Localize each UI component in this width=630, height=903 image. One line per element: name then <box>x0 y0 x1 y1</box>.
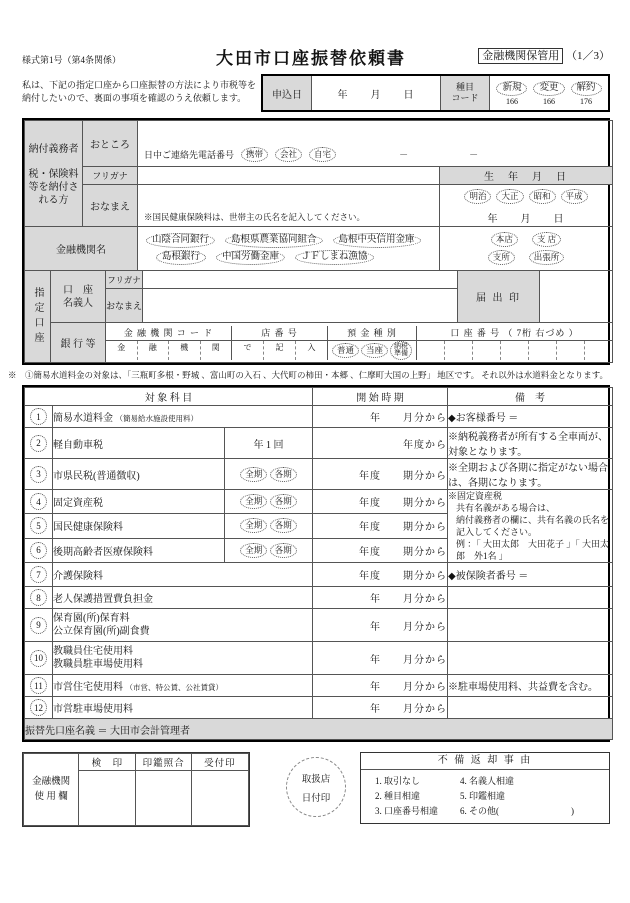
bank-option-oval[interactable]: 島根県農業協同組合 <box>225 233 323 248</box>
check-seal-field[interactable] <box>79 771 136 826</box>
bank-code-header: 金 融 機 関 コ ー ド <box>106 326 231 341</box>
account-digit-cell[interactable] <box>444 341 472 360</box>
branch-shisho-oval[interactable]: 支所 <box>488 250 515 265</box>
item-remark: ◆被保険者番号 ＝ <box>448 563 613 587</box>
account-number-cells[interactable] <box>417 341 612 360</box>
reject-right-list <box>460 775 574 817</box>
name-field[interactable] <box>138 185 440 227</box>
fixed-asset-remark: ※固定資産税 共有名義がある場合は、 納付義務者の欄に、共有名義の氏名を記入してください。 例 ：「 大田太郎 大田花子 」「 大田太郎 外1名 」 <box>448 490 613 563</box>
phone-label: 日中ご連絡先電話番号 <box>144 150 235 160</box>
birthdate-header: 生 年 月 日 <box>440 167 613 185</box>
holder-name-label: おなまえ <box>106 289 143 323</box>
seal-verify-field[interactable] <box>136 771 191 826</box>
zenki-oval[interactable]: 全期 <box>240 518 267 533</box>
item-row-9 <box>25 609 613 642</box>
item-number[interactable]: 11 <box>30 677 47 694</box>
start-field[interactable]: 年度 期分から <box>313 490 448 514</box>
item-name: 簡易水道料金 （簡易給水施設使用料） <box>53 406 313 428</box>
bank-code-cell[interactable]: 融 <box>137 341 169 360</box>
item-number[interactable]: 8 <box>30 589 47 606</box>
bank-options <box>138 227 440 271</box>
item-number[interactable]: 12 <box>30 699 47 716</box>
payer-role-label: 納付義務者 税・保険料等を納付される方 <box>25 121 83 227</box>
item-number[interactable]: 5 <box>30 517 47 534</box>
phone-dash: － <box>469 150 479 160</box>
name-label: おなまえ <box>83 185 138 227</box>
item-number[interactable]: 4 <box>30 493 47 510</box>
furigana-label: フリガナ <box>83 167 138 185</box>
account-digit-cell[interactable] <box>584 341 612 360</box>
form-header <box>22 44 610 72</box>
account-digit-cell[interactable] <box>472 341 500 360</box>
item-name: 固定資産税 <box>53 490 225 514</box>
era-options <box>440 189 612 204</box>
reject-reasons-box <box>360 752 610 824</box>
bank-option-oval[interactable]: ＪＦしまね漁協 <box>295 250 374 265</box>
zenki-oval[interactable]: 全期 <box>240 467 267 482</box>
era-heisei-oval[interactable]: 平成 <box>561 189 588 204</box>
start-field[interactable]: 年 月分から <box>313 587 448 609</box>
branch-number-header: 店 番 号 <box>232 326 327 341</box>
account-digit-cell[interactable] <box>500 341 528 360</box>
new-code: 166 <box>505 96 518 106</box>
kakuki-oval[interactable]: 各期 <box>270 518 297 533</box>
branch-honten-oval[interactable]: 本店 <box>491 232 518 247</box>
address-field[interactable] <box>138 121 613 167</box>
kakuki-oval[interactable]: 各期 <box>270 543 297 558</box>
type-nozei-junbi-oval[interactable]: 納税 準備 <box>390 341 412 360</box>
birth-ymd: 年 月 日 <box>487 213 565 225</box>
deposit-type-section <box>327 326 416 360</box>
branch-row-2 <box>440 250 612 265</box>
item-number[interactable]: 9 <box>30 617 47 634</box>
phone-line <box>138 147 612 166</box>
item-row-8 <box>25 587 613 609</box>
item-row-7 <box>25 563 613 587</box>
bank-use-box <box>22 752 250 827</box>
furigana-field[interactable] <box>138 167 440 185</box>
zenki-oval[interactable]: 全期 <box>240 494 267 509</box>
item-row-10 <box>25 642 613 675</box>
bank-line-1 <box>146 233 439 248</box>
bank-line-2 <box>146 250 439 265</box>
bank-option-oval[interactable]: 島根銀行 <box>156 250 206 265</box>
item-remark: ◆お客様番号 ＝ <box>448 406 613 428</box>
water-fee-note: ※ ①簡易水道料金の対象は、「三瓶町多根・野城 、富山町の入石 、大代町の柿田・本郷 、仁摩町大国の上野」 地区です。 それ以外は水道料金となります。 <box>8 370 609 380</box>
item-remark <box>448 642 613 675</box>
transfer-account-holder: 振替先口座名義 ＝ 大田市会計管理者 <box>25 719 613 740</box>
branch-number-cell[interactable]: で <box>243 342 252 352</box>
seal-verify-header: 印鑑照合 <box>136 754 191 771</box>
start-field[interactable]: 年 月分から <box>313 642 448 675</box>
keep-label: 金融機関保管用 <box>478 48 563 64</box>
item-name: 後期高齢者医療保険料 <box>53 538 225 562</box>
apply-date-label: 申込日 <box>263 76 311 110</box>
item-remark: ※駐車場使用料、共益費を含む。 <box>448 675 613 697</box>
account-number-section <box>416 326 612 360</box>
item-name: 市営住宅使用料 （市営、特公賃、公社賃貸） <box>53 675 313 697</box>
keep-label-wrap <box>450 44 610 63</box>
kakuki-oval[interactable]: 各期 <box>270 494 297 509</box>
era-showa-oval[interactable]: 昭和 <box>529 189 556 204</box>
items-table <box>24 387 613 740</box>
holder-name-field[interactable] <box>143 289 458 323</box>
start-header: 開 始 時 期 <box>313 388 448 406</box>
change-oval[interactable]: 変更 <box>533 81 564 96</box>
branch-number-cell[interactable]: 記 <box>263 341 295 360</box>
item-number[interactable]: 2 <box>30 435 47 452</box>
reject-title: 不 備 返 却 事 由 <box>361 753 609 770</box>
item-remark <box>448 697 613 719</box>
item-row-1 <box>25 406 613 428</box>
designated-account-label: 指定口座 <box>25 271 51 363</box>
zenki-oval[interactable]: 全期 <box>240 543 267 558</box>
branch-options <box>440 227 613 271</box>
apply-type-options <box>489 76 608 110</box>
account-digit-cell[interactable] <box>417 341 444 360</box>
payer-table <box>24 120 613 271</box>
check-seal-header: 検 印 <box>79 754 136 771</box>
cancel-oval[interactable]: 解約 <box>571 81 602 96</box>
item-remark <box>448 587 613 609</box>
start-field[interactable]: 年度 期分から <box>313 514 448 538</box>
bank-option-oval[interactable]: 山陰合同銀行 <box>146 233 215 248</box>
account-number-header: 口 座 番 号 （ 7桁 右づめ ） <box>417 326 612 341</box>
deposit-type-header: 預 金 種 別 <box>328 326 416 341</box>
bank-code-cell[interactable]: 関 <box>200 341 232 360</box>
item-row-3 <box>25 459 613 490</box>
apply-date-table <box>261 74 610 112</box>
bank-option-oval[interactable]: 島根中央信用金庫 <box>333 233 421 248</box>
reject-item: 1. 取引なし <box>375 776 421 786</box>
payer-account-section <box>22 118 610 365</box>
item-name: 国民健康保険料 <box>53 514 225 538</box>
apply-type-new[interactable] <box>496 81 527 106</box>
item-name: 市県民税(普通徴収) <box>53 459 225 490</box>
items-section <box>22 385 610 742</box>
seal-label: 届 出 印 <box>458 271 540 323</box>
bank-code-cells[interactable] <box>106 341 231 360</box>
branch-shutchojo-oval[interactable]: 出張所 <box>529 250 565 265</box>
item-row-4 <box>25 490 613 514</box>
reject-item: 2. 種目相違 <box>375 791 421 801</box>
start-field[interactable]: 年度 期分から <box>313 538 448 562</box>
start-field[interactable]: 年 月分から <box>313 609 448 642</box>
apply-type-change[interactable] <box>533 81 564 106</box>
new-oval[interactable]: 新規 <box>496 81 527 96</box>
handling-branch-stamp[interactable]: 取扱店 日付印 <box>286 757 346 817</box>
branch-number-section <box>231 326 327 360</box>
reject-item: 3. 口座番号相違 <box>375 806 439 816</box>
account-digit-cell[interactable] <box>556 341 584 360</box>
page-number: （1／3） <box>566 50 610 62</box>
kakuki-oval[interactable]: 各期 <box>270 467 297 482</box>
item-number[interactable]: 1 <box>30 408 47 425</box>
bottom-section <box>22 752 610 827</box>
item-name: 介護保険料 <box>53 563 313 587</box>
account-table <box>24 270 613 363</box>
remark-header: 備 考 <box>448 388 613 406</box>
item-number[interactable]: 6 <box>30 542 47 559</box>
item-frequency: 年 1 回 <box>225 428 313 459</box>
item-number[interactable]: 10 <box>30 650 47 667</box>
phone-work-oval[interactable]: 会社 <box>275 147 302 162</box>
item-remark: ※全期および各期に指定がない場合は、各期になります。 <box>448 459 613 490</box>
account-digit-cell[interactable] <box>528 341 556 360</box>
bank-etc-label: 銀 行 等 <box>51 323 106 363</box>
type-toza-oval[interactable]: 当座 <box>361 343 388 358</box>
bank-code-cell[interactable]: 金 <box>117 342 126 352</box>
start-field[interactable]: 年 月分から <box>313 697 448 719</box>
bank-name-label: 金融機関名 <box>25 227 138 271</box>
reject-item: 5. 印鑑相違 <box>460 791 506 801</box>
start-field[interactable]: 年 月分から <box>313 675 448 697</box>
page-title: 大田市口座振替依頼書 <box>216 49 406 68</box>
type-futsu-oval[interactable]: 普通 <box>332 343 359 358</box>
birthdate-field[interactable] <box>440 185 613 227</box>
subject-header: 対 象 科 目 <box>25 388 313 406</box>
phone-mobile-oval[interactable]: 携帯 <box>241 147 268 162</box>
bank-code-cell[interactable]: 機 <box>168 341 200 360</box>
form-number: 様式第1号（第4条関係） <box>22 55 122 65</box>
era-taisho-oval[interactable]: 大正 <box>496 189 523 204</box>
branch-shiten-oval[interactable]: 支 店 <box>532 232 561 247</box>
item-remark <box>448 609 613 642</box>
item-name: 老人保護措置費負担金 <box>53 587 313 609</box>
receipt-seal-header: 受付印 <box>191 754 248 771</box>
item-row-2 <box>25 428 613 459</box>
phone-dash: － <box>399 150 409 160</box>
apply-type-cancel[interactable] <box>571 81 602 106</box>
bank-code-section <box>106 326 231 360</box>
account-holder-label: 口 座 名義人 <box>51 271 106 323</box>
bank-use-label: 金融機関 使 用 欄 <box>24 754 79 826</box>
item-number[interactable]: 7 <box>30 566 47 583</box>
item-row-12 <box>25 697 613 719</box>
item-row-11 <box>25 675 613 697</box>
holder-furigana-field[interactable] <box>143 271 458 289</box>
reject-item: 4. 名義人相違 <box>460 776 515 786</box>
start-field[interactable]: 年度 期分から <box>313 459 448 490</box>
name-note: ※国民健康保険料は、世帯主の氏名を記入してください。 <box>144 212 366 222</box>
branch-number-cell[interactable]: 入 <box>295 341 327 360</box>
item-number[interactable]: 3 <box>30 466 47 483</box>
apply-date-field[interactable]: 年 月 日 <box>311 76 440 110</box>
start-field[interactable]: 年度 期分から <box>313 563 448 587</box>
address-label: おところ <box>83 121 138 167</box>
bank-option-oval[interactable]: 中国労働金庫 <box>216 250 285 265</box>
intro-text: 私は、下記の指定口座から口座振替の方法により市税等を納付したいので、裏面の事項を確認のうえ依頼します。 <box>22 80 257 103</box>
item-name: 保育園(所)保育料 公立保育園(所)副食費 <box>53 609 313 642</box>
item-name: 軽自動車税 <box>53 428 225 459</box>
phone-home-oval[interactable]: 自宅 <box>309 147 336 162</box>
branch-row-1 <box>440 232 612 247</box>
cancel-code: 176 <box>580 96 592 106</box>
seal-field[interactable] <box>540 271 613 323</box>
item-code-label: 種目 コード <box>440 76 489 110</box>
era-meiji-oval[interactable]: 明治 <box>464 189 491 204</box>
item-name: 教職員住宅使用料 教職員駐車場使用料 <box>53 642 313 675</box>
start-field[interactable]: 年度から <box>313 428 448 459</box>
bank-code-area <box>106 323 613 363</box>
receipt-seal-field[interactable] <box>191 771 248 826</box>
start-field[interactable]: 年 月分から <box>313 406 448 428</box>
item-remark: ※納税義務者が所有する全車両が、対象となります。 <box>448 428 613 459</box>
reject-left-list <box>375 775 438 817</box>
change-code: 166 <box>542 96 555 106</box>
branch-number-cells[interactable] <box>232 341 327 360</box>
item-name: 市営駐車場使用料 <box>53 697 313 719</box>
reject-item: 6. その他( ) <box>460 806 575 816</box>
holder-furigana-label: フリガナ <box>106 271 143 289</box>
